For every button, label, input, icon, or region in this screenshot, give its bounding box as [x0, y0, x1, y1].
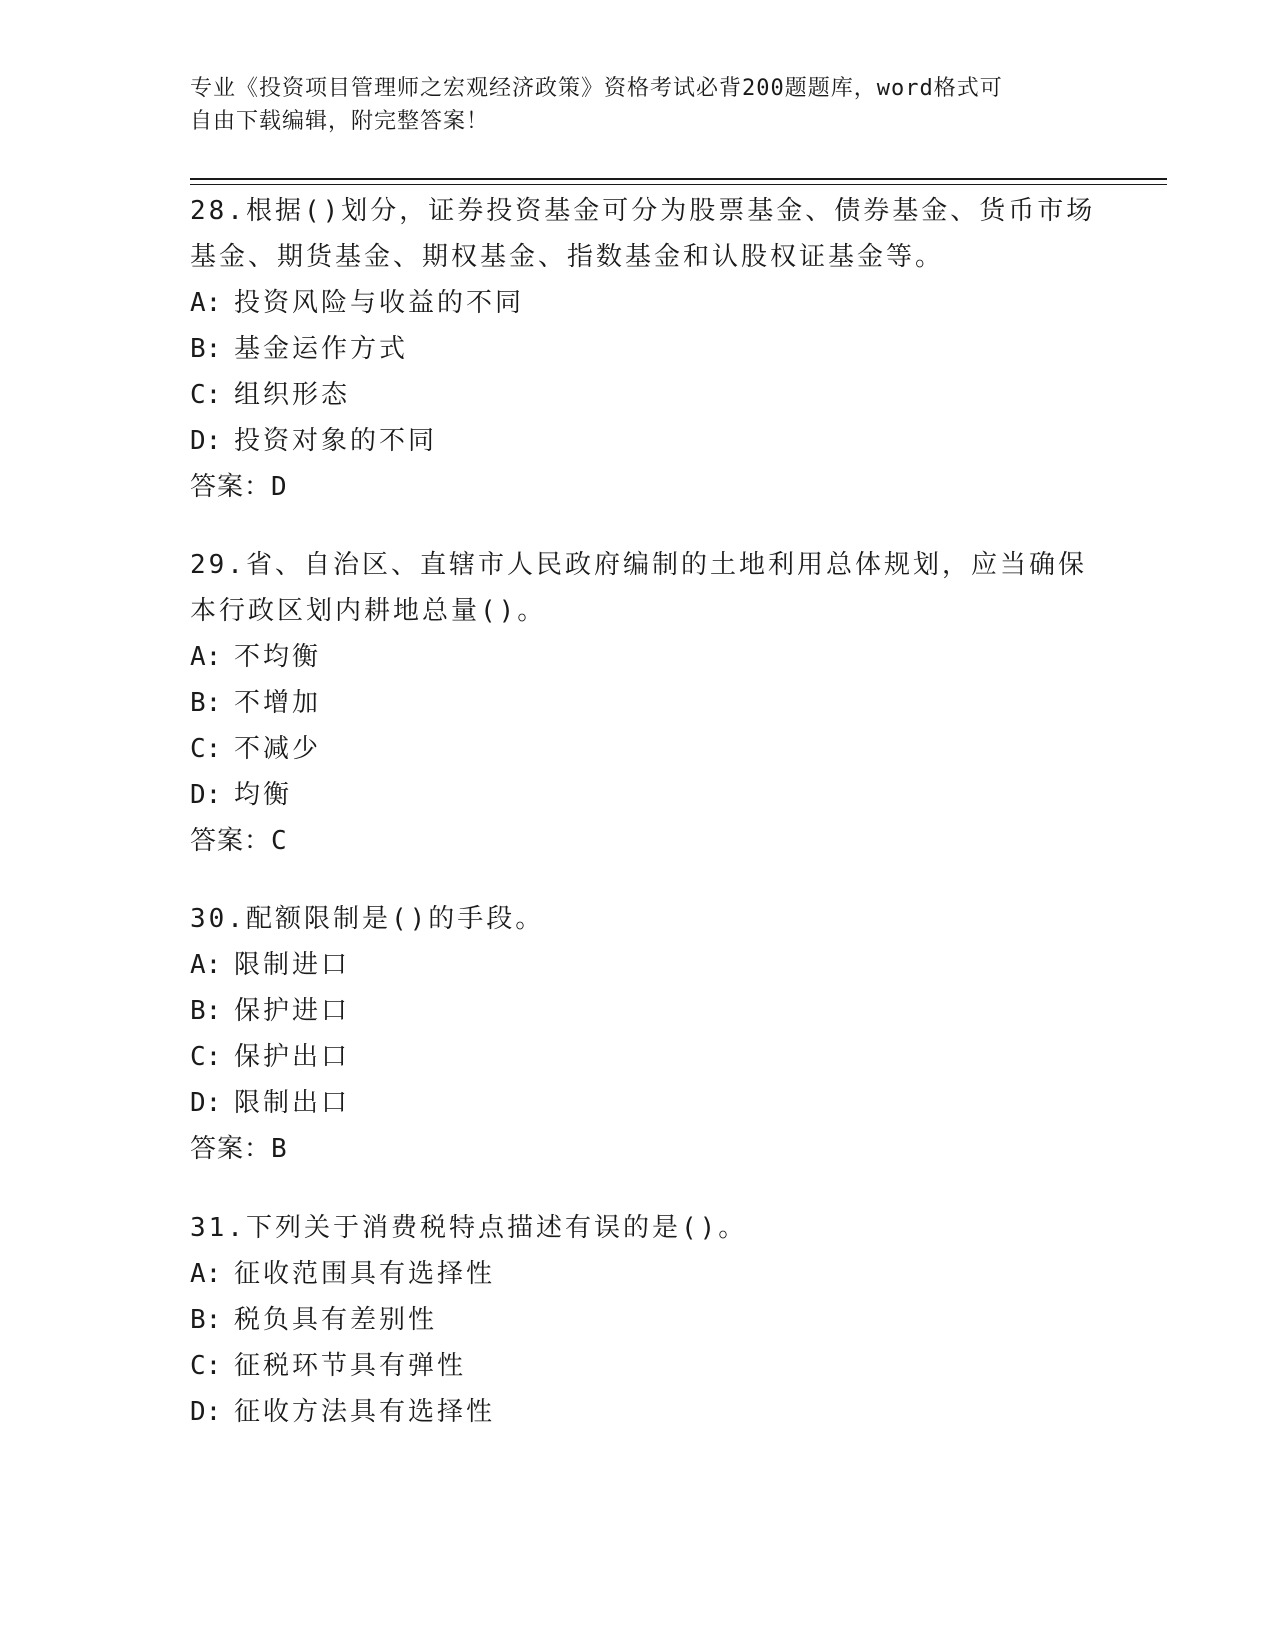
- question-title-line: 29.省、自治区、直辖市人民政府编制的土地利用总体规划，应当确保: [190, 550, 1087, 580]
- option-c: C: 征税环节具有弹性: [190, 1351, 467, 1381]
- option-b: B: 保护进口: [190, 996, 351, 1026]
- option-d: D: 均衡: [190, 780, 293, 810]
- document-header: [190, 72, 1090, 138]
- option-d: D: 限制出口: [190, 1088, 351, 1118]
- option-a: A: 不均衡: [190, 642, 322, 672]
- option-d: D: 征收方法具有选择性: [190, 1397, 496, 1427]
- answer: 答案：B: [190, 1134, 288, 1164]
- question-28: [190, 188, 1096, 510]
- question-title-line: 28.根据()划分，证券投资基金可分为股票基金、债券基金、货币市场: [190, 196, 1096, 226]
- option-c: C: 不减少: [190, 734, 322, 764]
- header-line-2: 自由下载编辑，附完整答案！: [190, 109, 490, 134]
- header-line-1: 专业《投资项目管理师之宏观经济政策》资格考试必背200题题库，word格式可: [190, 76, 1003, 101]
- header-divider-thick: [190, 178, 1167, 180]
- question-title-line: 本行政区划内耕地总量()。: [190, 596, 547, 626]
- option-c: C: 保护出口: [190, 1042, 351, 1072]
- question-title: [190, 542, 1090, 634]
- header-divider-thin: [190, 184, 1167, 185]
- option-a: A: 投资风险与收益的不同: [190, 288, 525, 318]
- question-title: [190, 896, 1090, 942]
- question-title-line: 30.配额限制是()的手段。: [190, 904, 545, 934]
- question-title-line: 31.下列关于消费税特点描述有误的是()。: [190, 1213, 748, 1243]
- option-b: B: 基金运作方式: [190, 334, 409, 364]
- question-31: [190, 1205, 1090, 1435]
- question-30: [190, 896, 1090, 1172]
- question-title: [190, 1205, 1090, 1251]
- question-title: [190, 188, 1096, 280]
- option-c: C: 组织形态: [190, 380, 351, 410]
- option-b: B: 不增加: [190, 688, 322, 718]
- option-d: D: 投资对象的不同: [190, 426, 438, 456]
- option-a: A: 限制进口: [190, 950, 351, 980]
- question-29: [190, 542, 1090, 864]
- option-b: B: 税负具有差别性: [190, 1305, 438, 1335]
- answer: 答案：D: [190, 472, 288, 502]
- answer: 答案：C: [190, 826, 288, 856]
- question-title-line: 基金、期货基金、期权基金、指数基金和认股权证基金等。: [190, 242, 945, 272]
- option-a: A: 征收范围具有选择性: [190, 1259, 496, 1289]
